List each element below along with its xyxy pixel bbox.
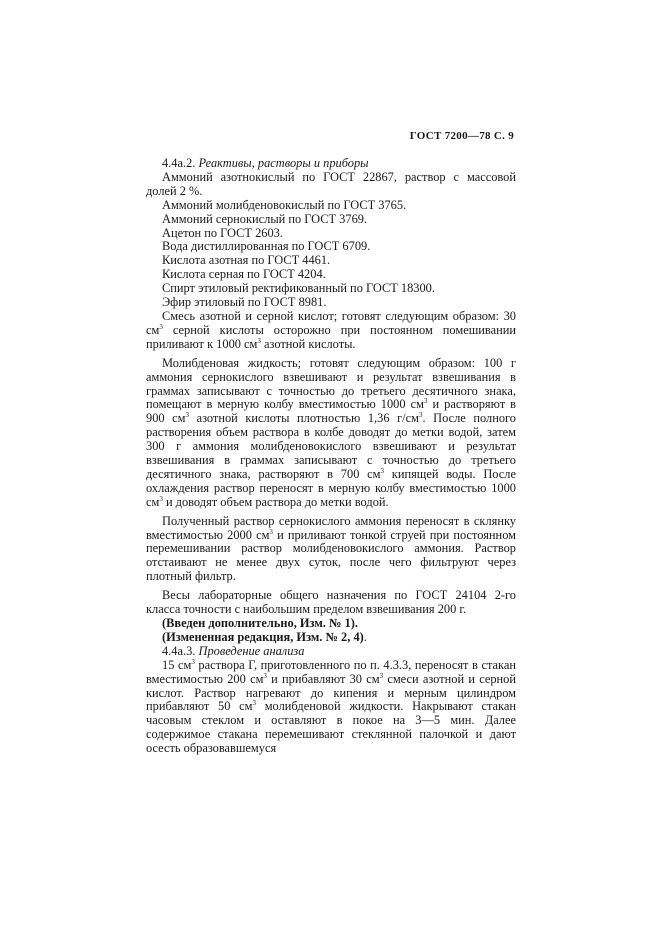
mix-paragraph: Смесь азотной и серной кислот; готовят следующим образом: 30 $см^3$ серной кислоты осторожно при постоянном помешивании приливают к 1000 $см^3$ азотной кислоты. (146, 308, 516, 351)
amendment-note: (Измененная редакция, Изм. № 2, 4). (162, 629, 367, 644)
section-title: Реактивы, растворы и приборы (198, 156, 369, 170)
document-body (146, 157, 516, 756)
list-item: Аммоний азотнокислый по ГОСТ 22867, раствор с массовой долей 2 %. (146, 169, 516, 198)
result-paragraph: Полученный раствор сернокислого аммония переносят в склянку вместимостью 2000 $см^3$ и приливают тонкой струей при постоянном перемешивании раствор молибденовокислого аммония. Раствор отстаивают не менее двух суток, после чего фильтруют через плотный фильтр. (146, 513, 516, 584)
list-item: Спирт этиловый ректификованный по ГОСТ 18300. (162, 281, 435, 296)
molybdenum-paragraph: Молибденовая жидкость; готовят следующим образом: 100 г аммония сернокислого взвешивают и результат взвешивания в граммах записывают с точностью до третьего десятичного знака, помещают в мерную колбу вместимостью 1000 $см^3$ и растворяют в 900 $см^3$ азотной кислоты плотностью 1,36 $г/см^3$. После полного растворения объем раствора в колбе доводят до метки водой, затем 300 г аммония молибденовокислого взвешивают и результат взвешивания в граммах записывают с точностью до третьего десятичного знака, растворяют в 700 $см^3$ кипящей воды. После охлаждения раствор переносят в мерную колбу вместимостью 1000 $см^3$ и доводят объем раствора до метки водой. (146, 355, 517, 509)
list-item: Ацетон по ГОСТ 2603. (162, 225, 283, 240)
list-item: Кислота азотная по ГОСТ 4461. (162, 253, 331, 268)
section-heading (146, 157, 516, 171)
section-title: Проведение анализа (198, 643, 305, 658)
list-item: Аммоний сернокислый по ГОСТ 3769. (162, 211, 368, 226)
page-header: ГОСТ 7200—78 С. 9 (409, 130, 514, 142)
scales-paragraph: Весы лабораторные общего назначения по ГОСТ 24104 2-го класса точности с наибольшим пределом взвешивания 200 г. (146, 588, 516, 617)
list-item: Кислота серная по ГОСТ 4204. (162, 267, 326, 282)
list-item: Вода дистиллированная по ГОСТ 6709. (162, 239, 371, 254)
section-number: 4.4а.3. (162, 643, 196, 658)
list-item: Эфир этиловый по ГОСТ 8981. (162, 295, 327, 310)
amendment-note: (Введен дополнительно, Изм. № 1). (162, 616, 358, 630)
analysis-paragraph: 15 $см^3$ раствора Г, приготовленного по п. 4.3.3, переносят в стакан вместимостью 200 $см^3$ и прибавляют 30 $см^3$ смеси азотной и серной кислот. Раствор нагревают до кипения и мерным цилиндром прибавляют 50 $см^3$ молибденовой жидкости. Накрывают стакан часовым стеклом и оставляют в покое на 3—5 мин. Далее содержимое стакана перемешивают стеклянной палочкой и дают осесть образовавшемуся (146, 657, 516, 756)
section-heading (146, 645, 516, 659)
list-item: Аммоний молибденовокислый по ГОСТ 3765. (162, 197, 407, 212)
section-number: 4.4а.2. (162, 156, 196, 170)
